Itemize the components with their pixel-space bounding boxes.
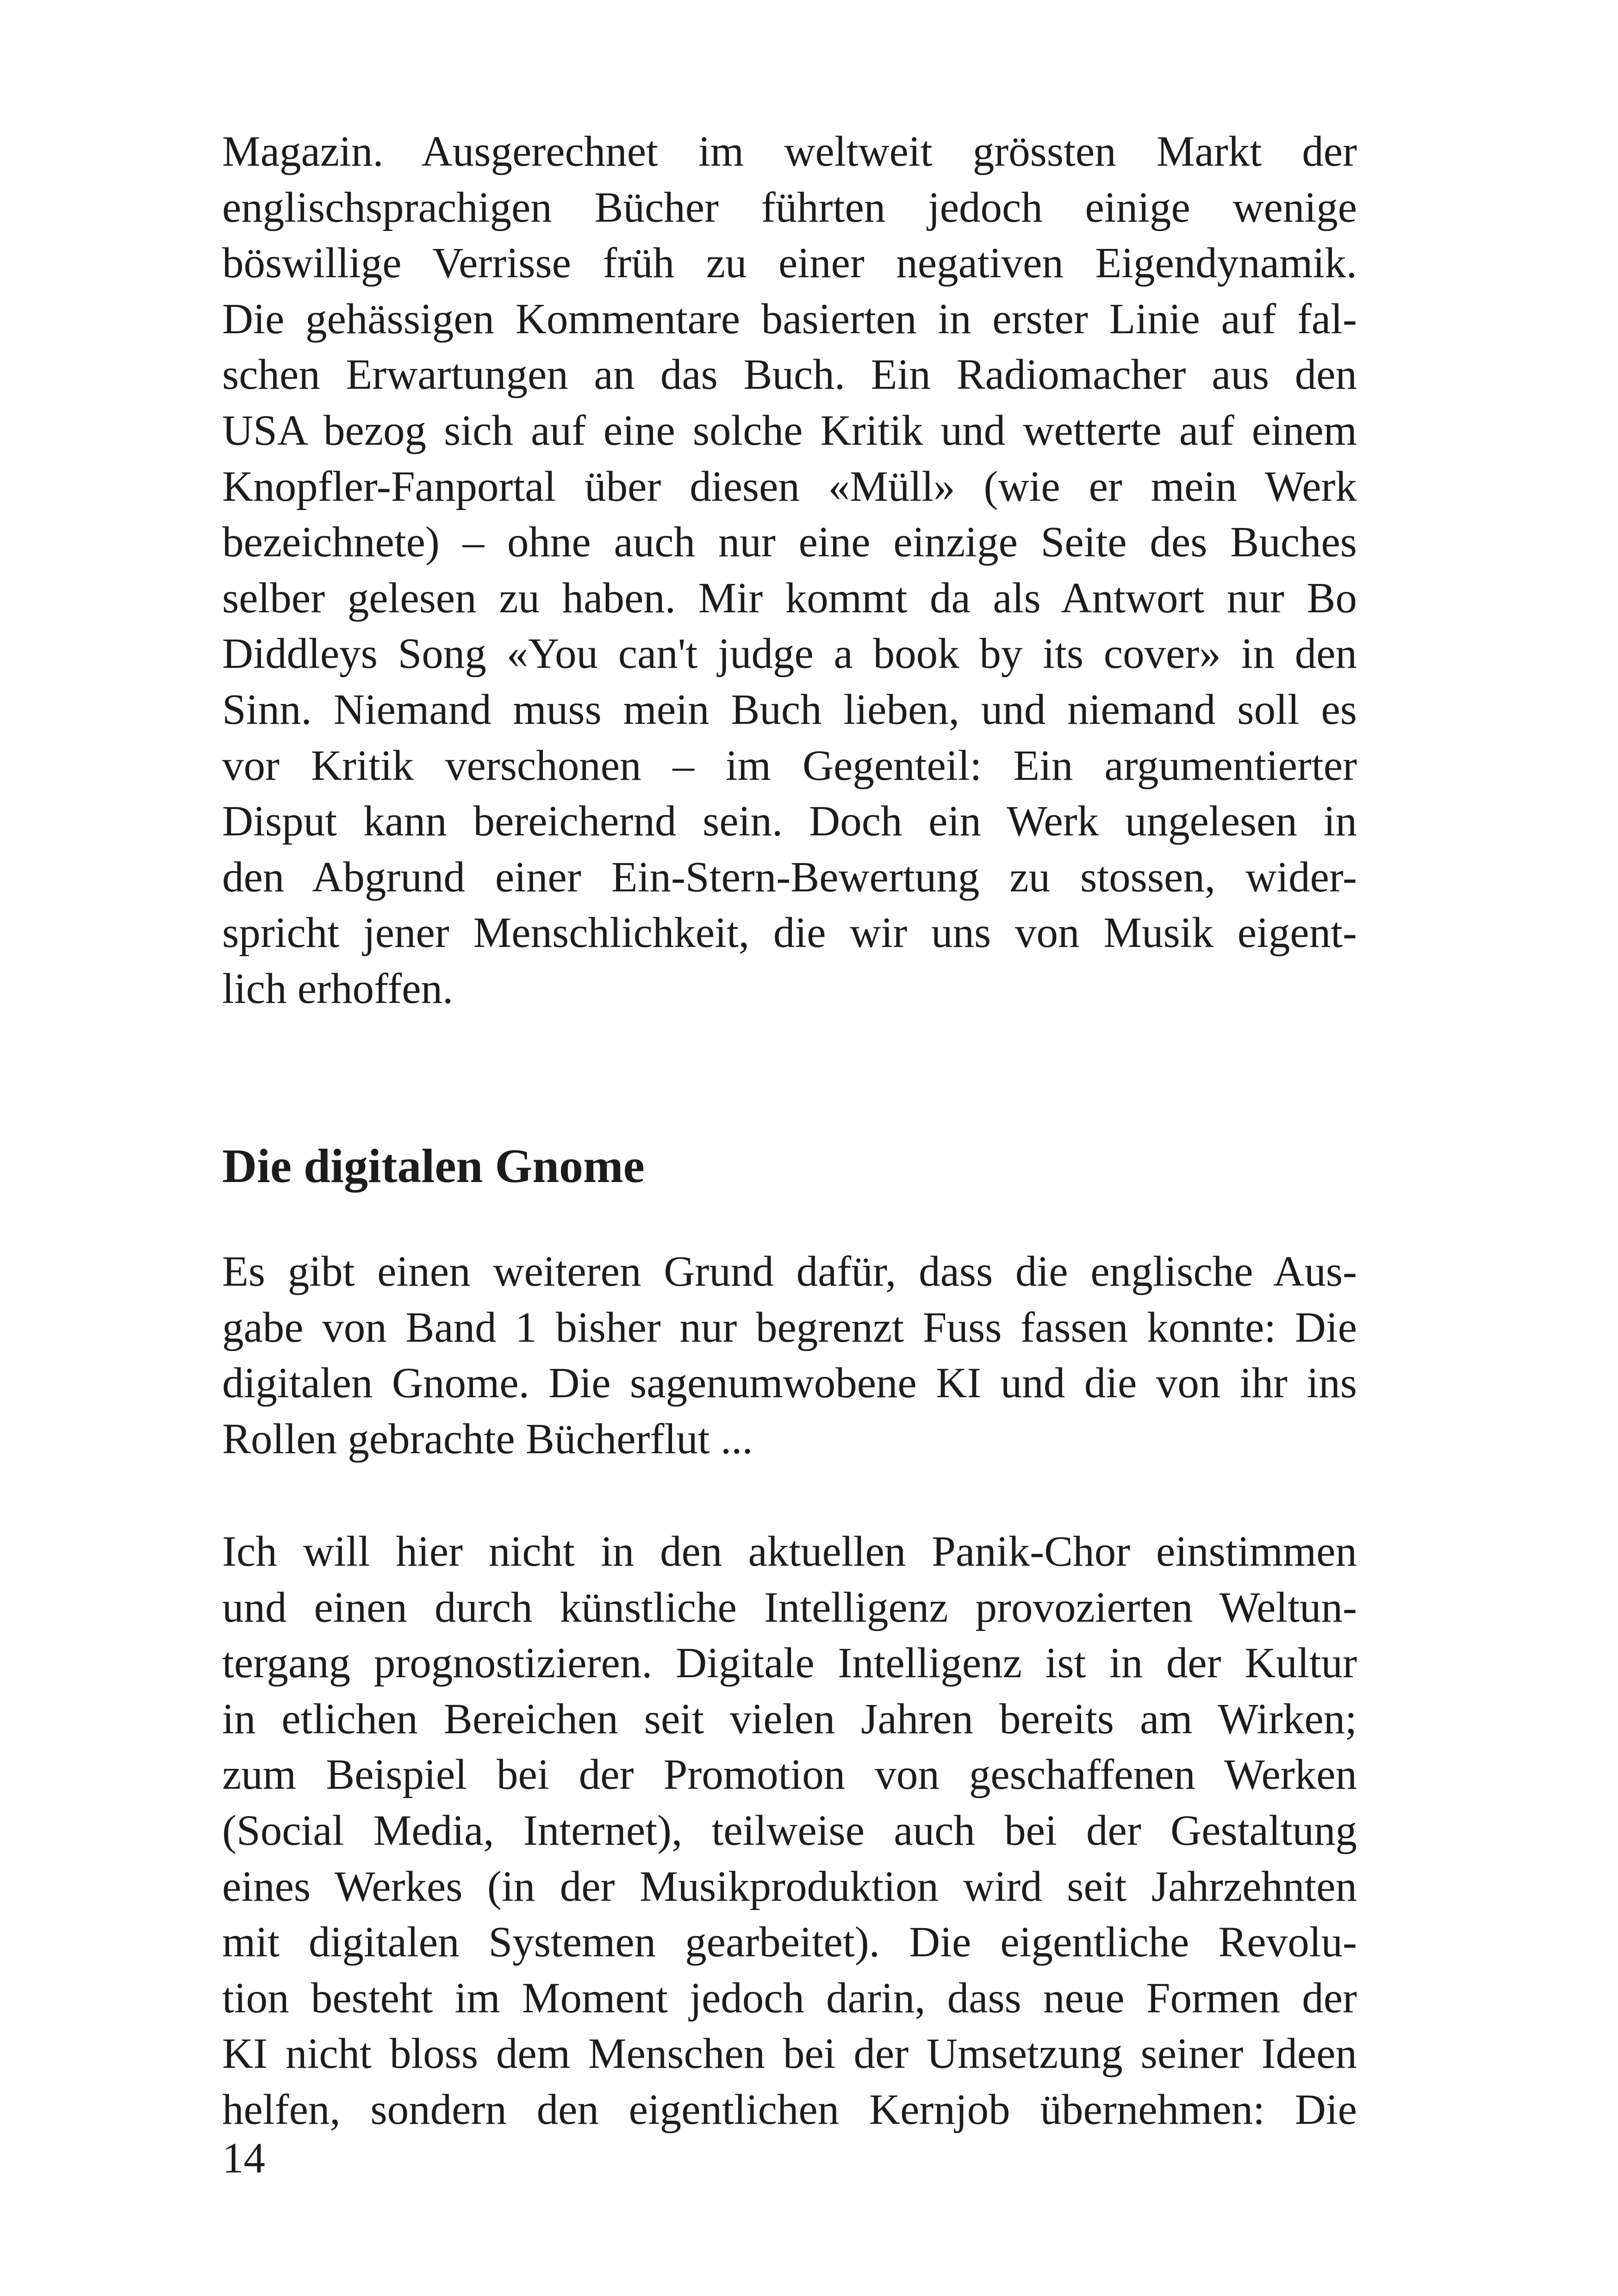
paragraph-3-line: tergang prognostizieren. Digitale Intelligenz ist in der Kultur bbox=[222, 1639, 1357, 1687]
paragraph-2-line: Rollen gebrachte Bücherflut ... bbox=[222, 1415, 753, 1463]
paragraph-1-line: vor Kritik verschonen – im Gegenteil: Ein argumentierter bbox=[222, 741, 1357, 790]
paragraph-1-line: USA bezog sich auf eine solche Kritik und wetterte auf einem bbox=[222, 406, 1357, 454]
paragraph-1-line: englischsprachigen Bücher führten jedoch einige wenige bbox=[222, 183, 1357, 231]
paragraph-2-line: gabe von Band 1 bisher nur begrenzt Fuss fassen konnte: Die bbox=[222, 1303, 1357, 1351]
page-number: 14 bbox=[222, 2134, 265, 2182]
paragraph-1-line: lich erhoffen. bbox=[222, 964, 454, 1013]
paragraph-1-line: bezeichnete) – ohne auch nur eine einzige Seite des Buches bbox=[222, 518, 1357, 566]
paragraph-1-line: Magazin. Ausgerechnet im weltweit grössten Markt der bbox=[222, 128, 1357, 175]
paragraph-1-line: böswillige Verrisse früh zu einer negativen Eigendynamik. bbox=[222, 239, 1357, 287]
paragraph-3-line: mit digitalen Systemen gearbeitet). Die eigentliche Revolu- bbox=[222, 1918, 1357, 1966]
paragraph-2-line: Es gibt einen weiteren Grund dafür, dass die englische Aus- bbox=[222, 1248, 1357, 1295]
paragraph-3-line: (Social Media, Internet), teilweise auch bei der Gestaltung bbox=[222, 1806, 1357, 1854]
paragraph-1-line: Disput kann bereichernd sein. Doch ein Werk ungelesen in bbox=[222, 797, 1357, 846]
paragraph-1-line: spricht jener Menschlichkeit, die wir uns von Musik eigent- bbox=[222, 909, 1357, 957]
paragraph-3-line: Ich will hier nicht in den aktuellen Panik-Chor einstimmen bbox=[222, 1528, 1357, 1575]
section-heading: Die digitalen Gnome bbox=[222, 1139, 645, 1193]
paragraph-3-line: tion besteht im Moment jedoch darin, dass neue Formen der bbox=[222, 1974, 1357, 2022]
paragraph-2-line: digitalen Gnome. Die sagenumwobene KI und die von ihr ins bbox=[222, 1359, 1357, 1407]
paragraph-1-line: Die gehässigen Kommentare basierten in erster Linie auf fal- bbox=[222, 295, 1357, 343]
paragraph-1-line: Diddleys Song «You can't judge a book by its cover» in den bbox=[222, 630, 1357, 678]
paragraph-1-line: Knopfler-Fanportal über diesen «Müll» (wie er mein Werk bbox=[222, 462, 1357, 510]
paragraph-2 bbox=[222, 1244, 1357, 1467]
paragraph-1-line: schen Erwartungen an das Buch. Ein Radiomacher aus den bbox=[222, 351, 1357, 399]
paragraph-3-line: in etlichen Bereichen seit vielen Jahren bereits am Wirken; bbox=[222, 1695, 1357, 1743]
paragraph-1-line: Sinn. Niemand muss mein Buch lieben, und niemand soll es bbox=[222, 685, 1357, 734]
paragraph-3-line: zum Beispiel bei der Promotion von geschaffenen Werken bbox=[222, 1751, 1357, 1799]
paragraph-3-line: und einen durch künstliche Intelligenz provozierten Weltun- bbox=[222, 1583, 1357, 1631]
paragraph-1-line: den Abgrund einer Ein-Stern-Bewertung zu stossen, wider- bbox=[222, 853, 1357, 901]
paragraph-1-line: selber gelesen zu haben. Mir kommt da als Antwort nur Bo bbox=[222, 574, 1357, 622]
paragraph-1 bbox=[222, 124, 1357, 1017]
paragraph-3 bbox=[222, 1524, 1357, 2138]
paragraph-3-line: eines Werkes (in der Musikproduktion wird seit Jahrzehnten bbox=[222, 1862, 1357, 1910]
paragraph-3-line: helfen, sondern den eigentlichen Kernjob übernehmen: Die bbox=[222, 2085, 1357, 2134]
paragraph-3-line: KI nicht bloss dem Menschen bei der Umsetzung seiner Ideen bbox=[222, 2030, 1357, 2078]
